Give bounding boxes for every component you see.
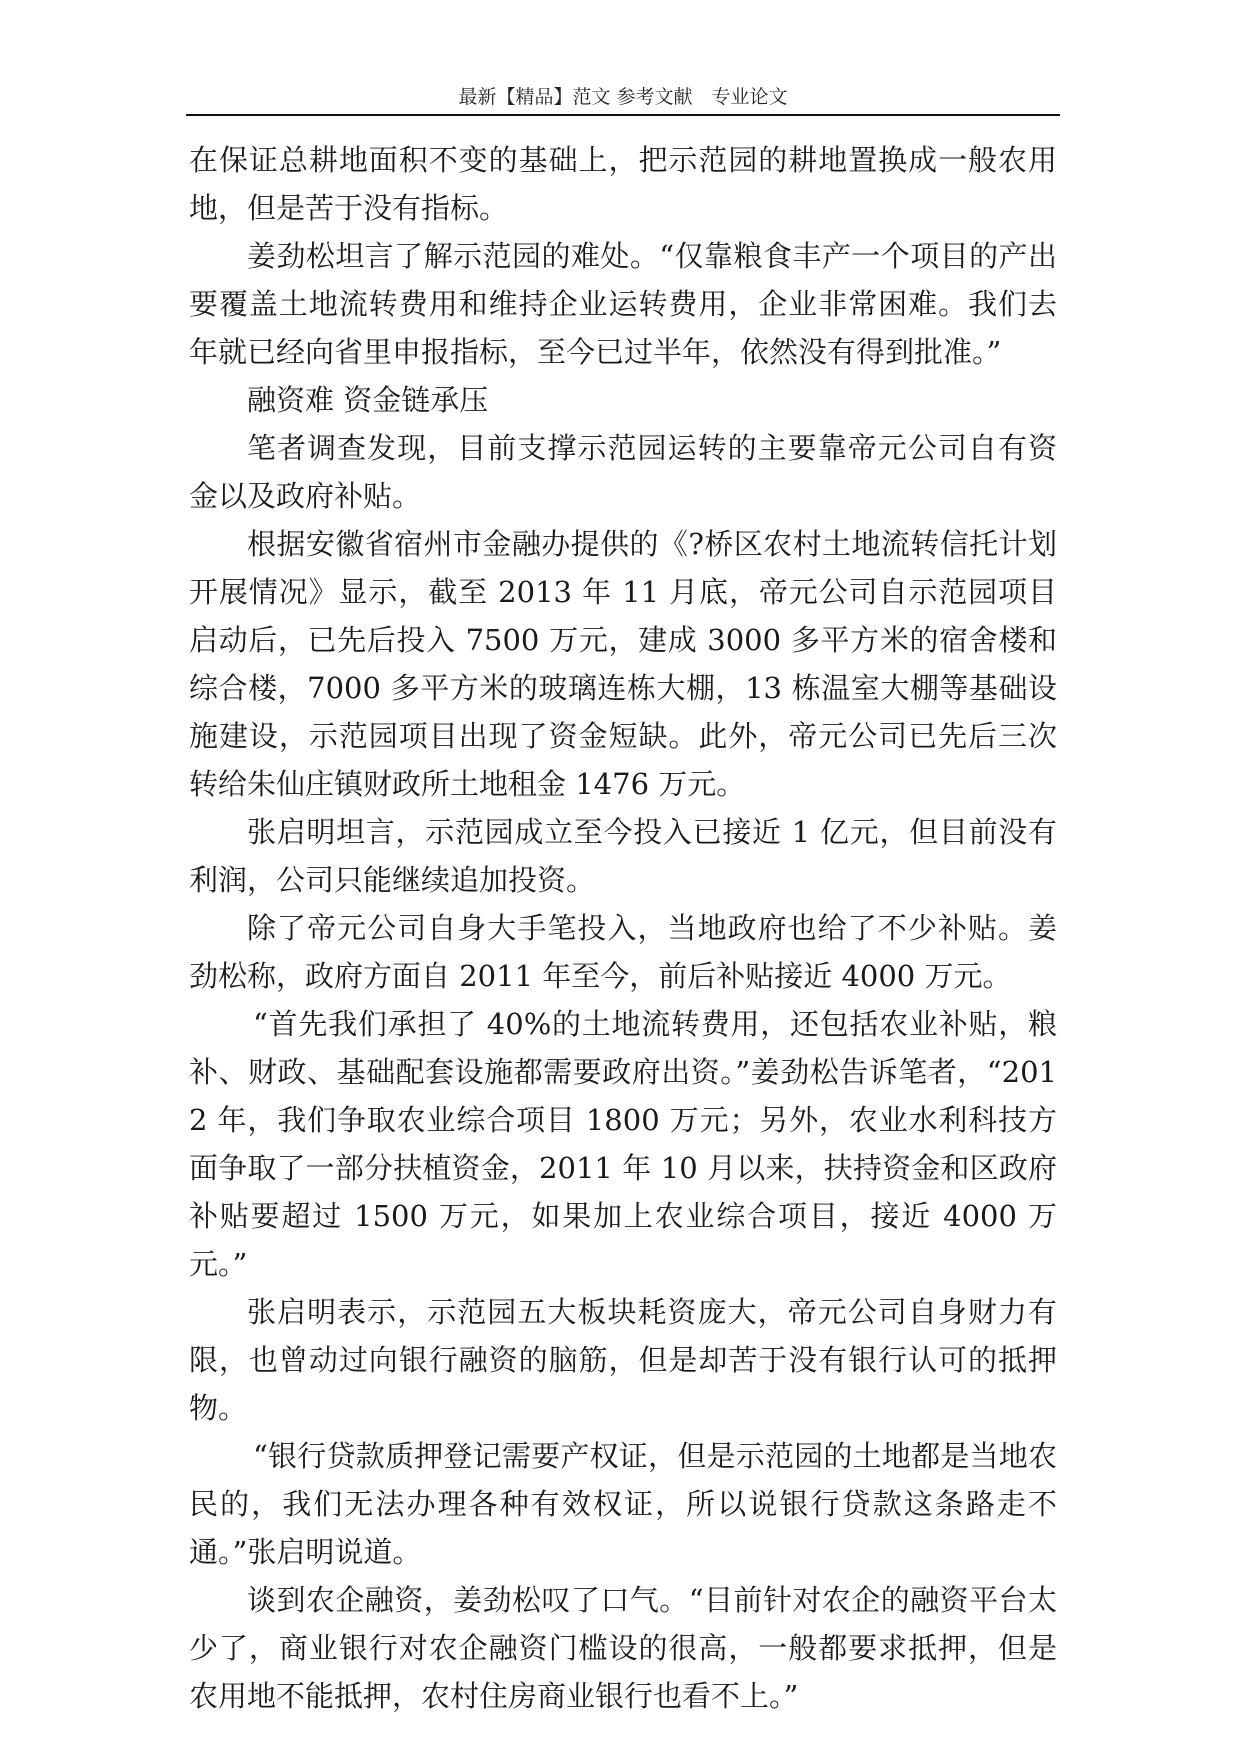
paragraph-8: 张启明表示，示范园五大板块耗资庞大，帝元公司自身财力有限，也曾动过向银行融资的脑筋，但是却苦于没有银行认可的抵押物。 [189,1295,1057,1425]
section-subheading: 融资难 资金链承压 [247,383,489,417]
article-body [189,136,1057,1720]
paragraph-6: 除了帝元公司自身大手笔投入，当地政府也给了不少补贴。姜劲松称，政府方面自 2011 年至今，前后补贴接近 4000 万元。 [189,911,1057,993]
paragraph-3: 笔者调查发现，目前支撑示范园运转的主要靠帝元公司自有资金以及政府补贴。 [189,431,1057,513]
paragraph-4: 根据安徽省宿州市金融办提供的《?桥区农村土地流转信托计划开展情况》显示，截至 2013 年 11 月底，帝元公司自示范园项目启动后，已先后投入 7500 万元，建成 3000 多平方米的宿舍楼和综合楼，7000 多平方米的玻璃连栋大棚，13 栋温室大棚等基础设施建设，示范园项目出现了资金短缺。此外，帝元公司已先后三次转给朱仙庄镇财政所土地租金 1476 万元。 [189,527,1057,801]
paragraph-2: 姜劲松坦言了解示范园的难处。“仅靠粮食丰产一个项目的产出要覆盖土地流转费用和维持企业运转费用，企业非常困难。我们去年就已经向省里申报指标，至今已过半年，依然没有得到批准。” [189,239,1057,369]
paragraph-1: 在保证总耕地面积不变的基础上，把示范园的耕地置换成一般农用地，但是苦于没有指标。 [189,143,1057,225]
header-divider [186,114,1060,116]
paragraph-7: “首先我们承担了 40%的土地流转费用，还包括农业补贴，粮补、财政、基础配套设施都需要政府出资。”姜劲松告诉笔者，“2012 年，我们争取农业综合项目 1800 万元；另外，农业水利科技方面争取了一部分扶植资金，2011 年 10 月以来，扶持资金和区政府补贴要超过 1500 万元，如果加上农业综合项目，接近 4000 万元。” [189,1007,1057,1281]
paragraph-5: 张启明坦言，示范园成立至今投入已接近 1 亿元，但目前没有利润，公司只能继续追加投资。 [189,815,1057,897]
paragraph-9: “银行贷款质押登记需要产权证，但是示范园的土地都是当地农民的，我们无法办理各种有效权证，所以说银行贷款这条路走不通。”张启明说道。 [189,1439,1057,1569]
paragraph-10: 谈到农企融资，姜劲松叹了口气。“目前针对农企的融资平台太少了，商业银行对农企融资门槛设的很高，一般都要求抵押，但是农用地不能抵押，农村住房商业银行也看不上。” [189,1583,1057,1713]
page-header: 最新【精品】范文 参考文献 专业论文 [458,86,788,108]
